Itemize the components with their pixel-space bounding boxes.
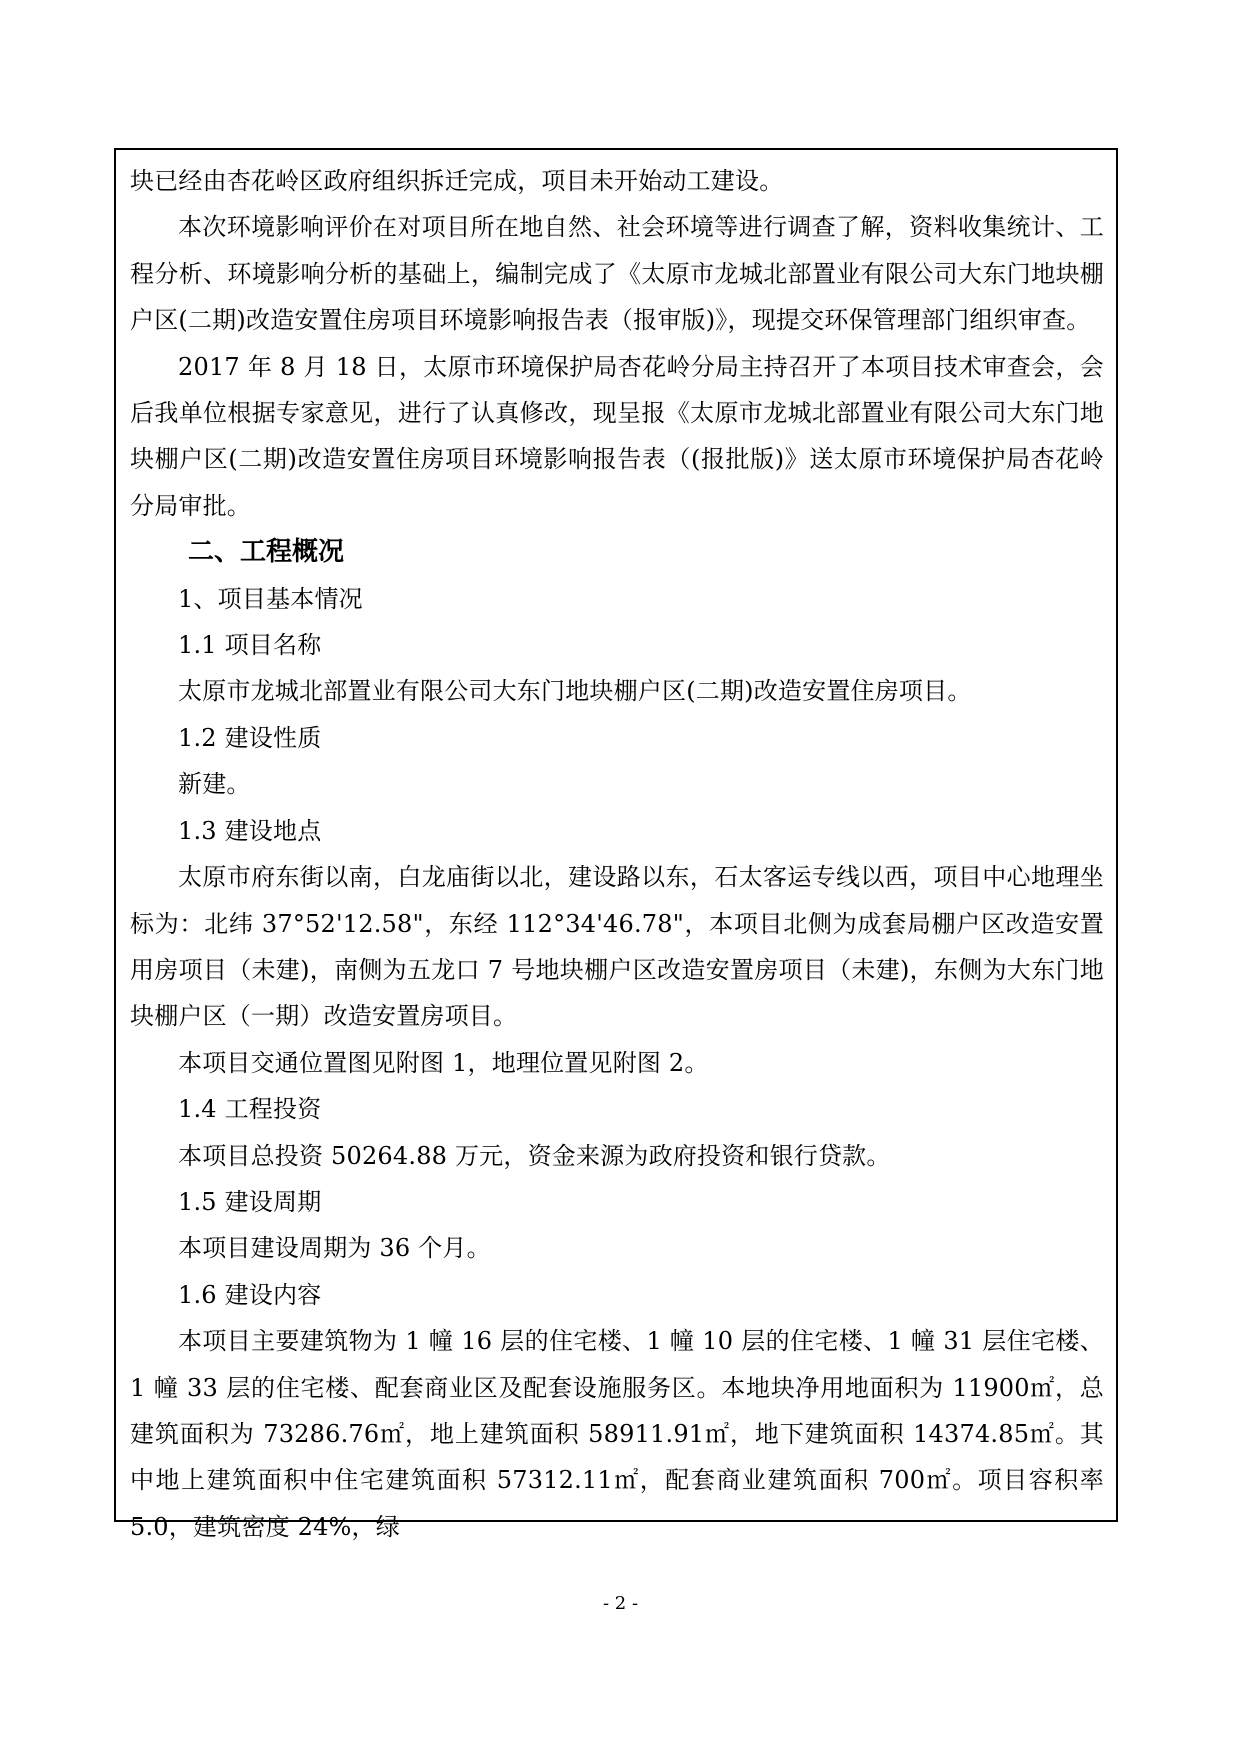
paragraph-construction-nature: 新建。 [178, 770, 251, 799]
paragraph-construction-location: 太原市府东街以南，白龙庙街以北，建设路以东，石太客运专线以西，项目中心地理坐标为：北纬 37°52'12.58"，东经 112°34'46.78"，本项目北侧为成套局棚户区改造安置用房项目（未建)，南侧为五龙口 7 号地块棚户区改造安置房项目（未建)，东侧为大东门地块棚户区（一期）改造安置房项目。 [130, 863, 1104, 1031]
paragraph-continuation: 块已经由杏花岭区政府组织拆迁完成，项目未开始动工建设。 [130, 167, 784, 195]
paragraph-construction-period: 本项目建设周期为 36 个月。 [178, 1234, 491, 1263]
paragraph-eia-preparation: 本次环境影响评价在对项目所在地自然、社会环境等进行调查了解，资料收集统计、工程分析、环境影响分析的基础上，编制完成了《太原市龙城北部置业有限公司大东门地块棚户区(二期)改造安置住房项目环境影响报告表（报审版)》，现提交环保管理部门组织审查。 [130, 213, 1104, 335]
subheading-investment: 1.4 工程投资 [178, 1095, 322, 1124]
subheading-basic-info: 1、项目基本情况 [178, 584, 363, 613]
paragraph-project-name: 太原市龙城北部置业有限公司大东门地块棚户区(二期)改造安置住房项目。 [178, 677, 972, 706]
document-frame [114, 148, 1118, 1541]
section-heading-project-overview: 二、工程概况 [188, 537, 345, 568]
subheading-construction-nature: 1.2 建设性质 [178, 723, 322, 752]
paragraph-technical-review: 2017 年 8 月 18 日，太原市环境保护局杏花岭分局主持召开了本项目技术审查会，会后我单位根据专家意见，进行了认真修改，现呈报《太原市龙城北部置业有限公司大东门地块棚户区(二期)改造安置住房项目环境影响报告表（(报批版)》送太原市环境保护局杏花岭分局审批。 [130, 352, 1104, 520]
subheading-project-name: 1.1 项目名称 [178, 631, 322, 660]
paragraph-investment: 本项目总投资 50264.88 万元，资金来源为政府投资和银行贷款。 [178, 1141, 891, 1170]
subheading-construction-location: 1.3 建设地点 [178, 816, 322, 845]
paragraph-construction-content: 本项目主要建筑物为 1 幢 16 层的住宅楼、1 幢 10 层的住宅楼、1 幢 31 层住宅楼、1 幢 33 层的住宅楼、配套商业区及配套设施服务区。本地块净用地面积为 11900㎡，总建筑面积为 73286.76㎡，地上建筑面积 58911.91㎡，地下建筑面积 14374.85㎡。其中地上建筑面积中住宅建筑面积 57312.11㎡，配套商业建筑面积 700㎡。项目容积率 5.0，建筑密度 24%，绿 [130, 1327, 1105, 1541]
document-body [130, 158, 1104, 1550]
paragraph-location-figures: 本项目交通位置图见附图 1，地理位置见附图 2。 [178, 1048, 709, 1077]
subheading-construction-period: 1.5 建设周期 [178, 1187, 322, 1216]
subheading-construction-content: 1.6 建设内容 [178, 1280, 322, 1309]
page-number: - 2 - [602, 1593, 639, 1614]
